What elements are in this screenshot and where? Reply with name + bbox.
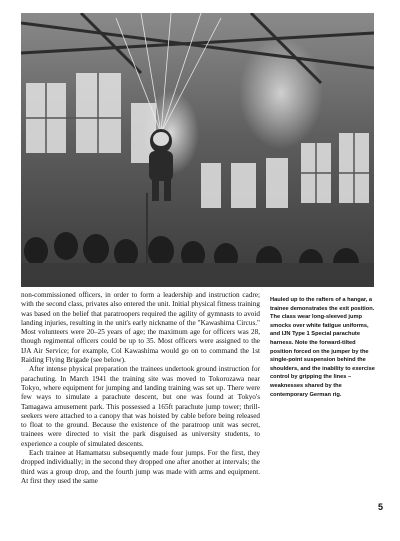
parachute-training-photo [21, 13, 374, 287]
body-paragraph-1: non-commissioned officers, in order to form a leadership and instruction cadre; with the second class, privates also entered the unit. Initial physical fitness training was based on the belief that paratroopers required the agility of gymnasts to avoid landing injuries, resulting in the unit's early nickname of the "Kawashima Circus." Most volunteers were 20–25 years of age; the maximum age for officers was 28, though regimental officers could be up to 35. Most officers were assigned to the IJA Air Service; for example, Col Kawashima would go on to command the 1st Raiding Flying Brigade (see below). [21, 291, 260, 365]
hangar-scene-illustration [21, 13, 374, 287]
body-paragraph-3: Each trainee at Hamamatsu subsequently made four jumps. For the first, they dropped individually; in the second they dropped one after another at intervals; the third was a group drop, and the fourth jump was made with arms and equipment. At first they used the same [21, 449, 260, 485]
body-paragraph-2: After intense physical preparation the trainees undertook ground instruction for parachuting. In March 1941 the training site was moved to Tokorozawa near Tokyo, where equipment for jumping and landing training was set up. There were few ways to simulate a parachute descent, but one was found at Tokyo's Tamagawa amusement park. This possessed a 165ft parachute jump tower; thrill-seekers were attached to a canopy that was hoisted by cable before being released to float to the ground. Because the existence of the paratroop unit was secret, trainees were directed to visit the park disguised as university students, to experience a couple of simulated descents. [21, 365, 260, 448]
photo-caption: Hauled up to the rafters of a hangar, a trainee demonstrates the exit position. The class wear long-sleeved jump smocks over white fatigue uniforms, and IJN Type 1 Special parachute harness. Note the forward-tilted position forced on the jumper by the single-point suspension behind the shoulders, and the inability to exercise control by gripping the lines – weaknesses shared by the contemporary German rig. [270, 297, 375, 398]
page-number: 5 [378, 502, 384, 512]
main-body-text [21, 291, 260, 486]
